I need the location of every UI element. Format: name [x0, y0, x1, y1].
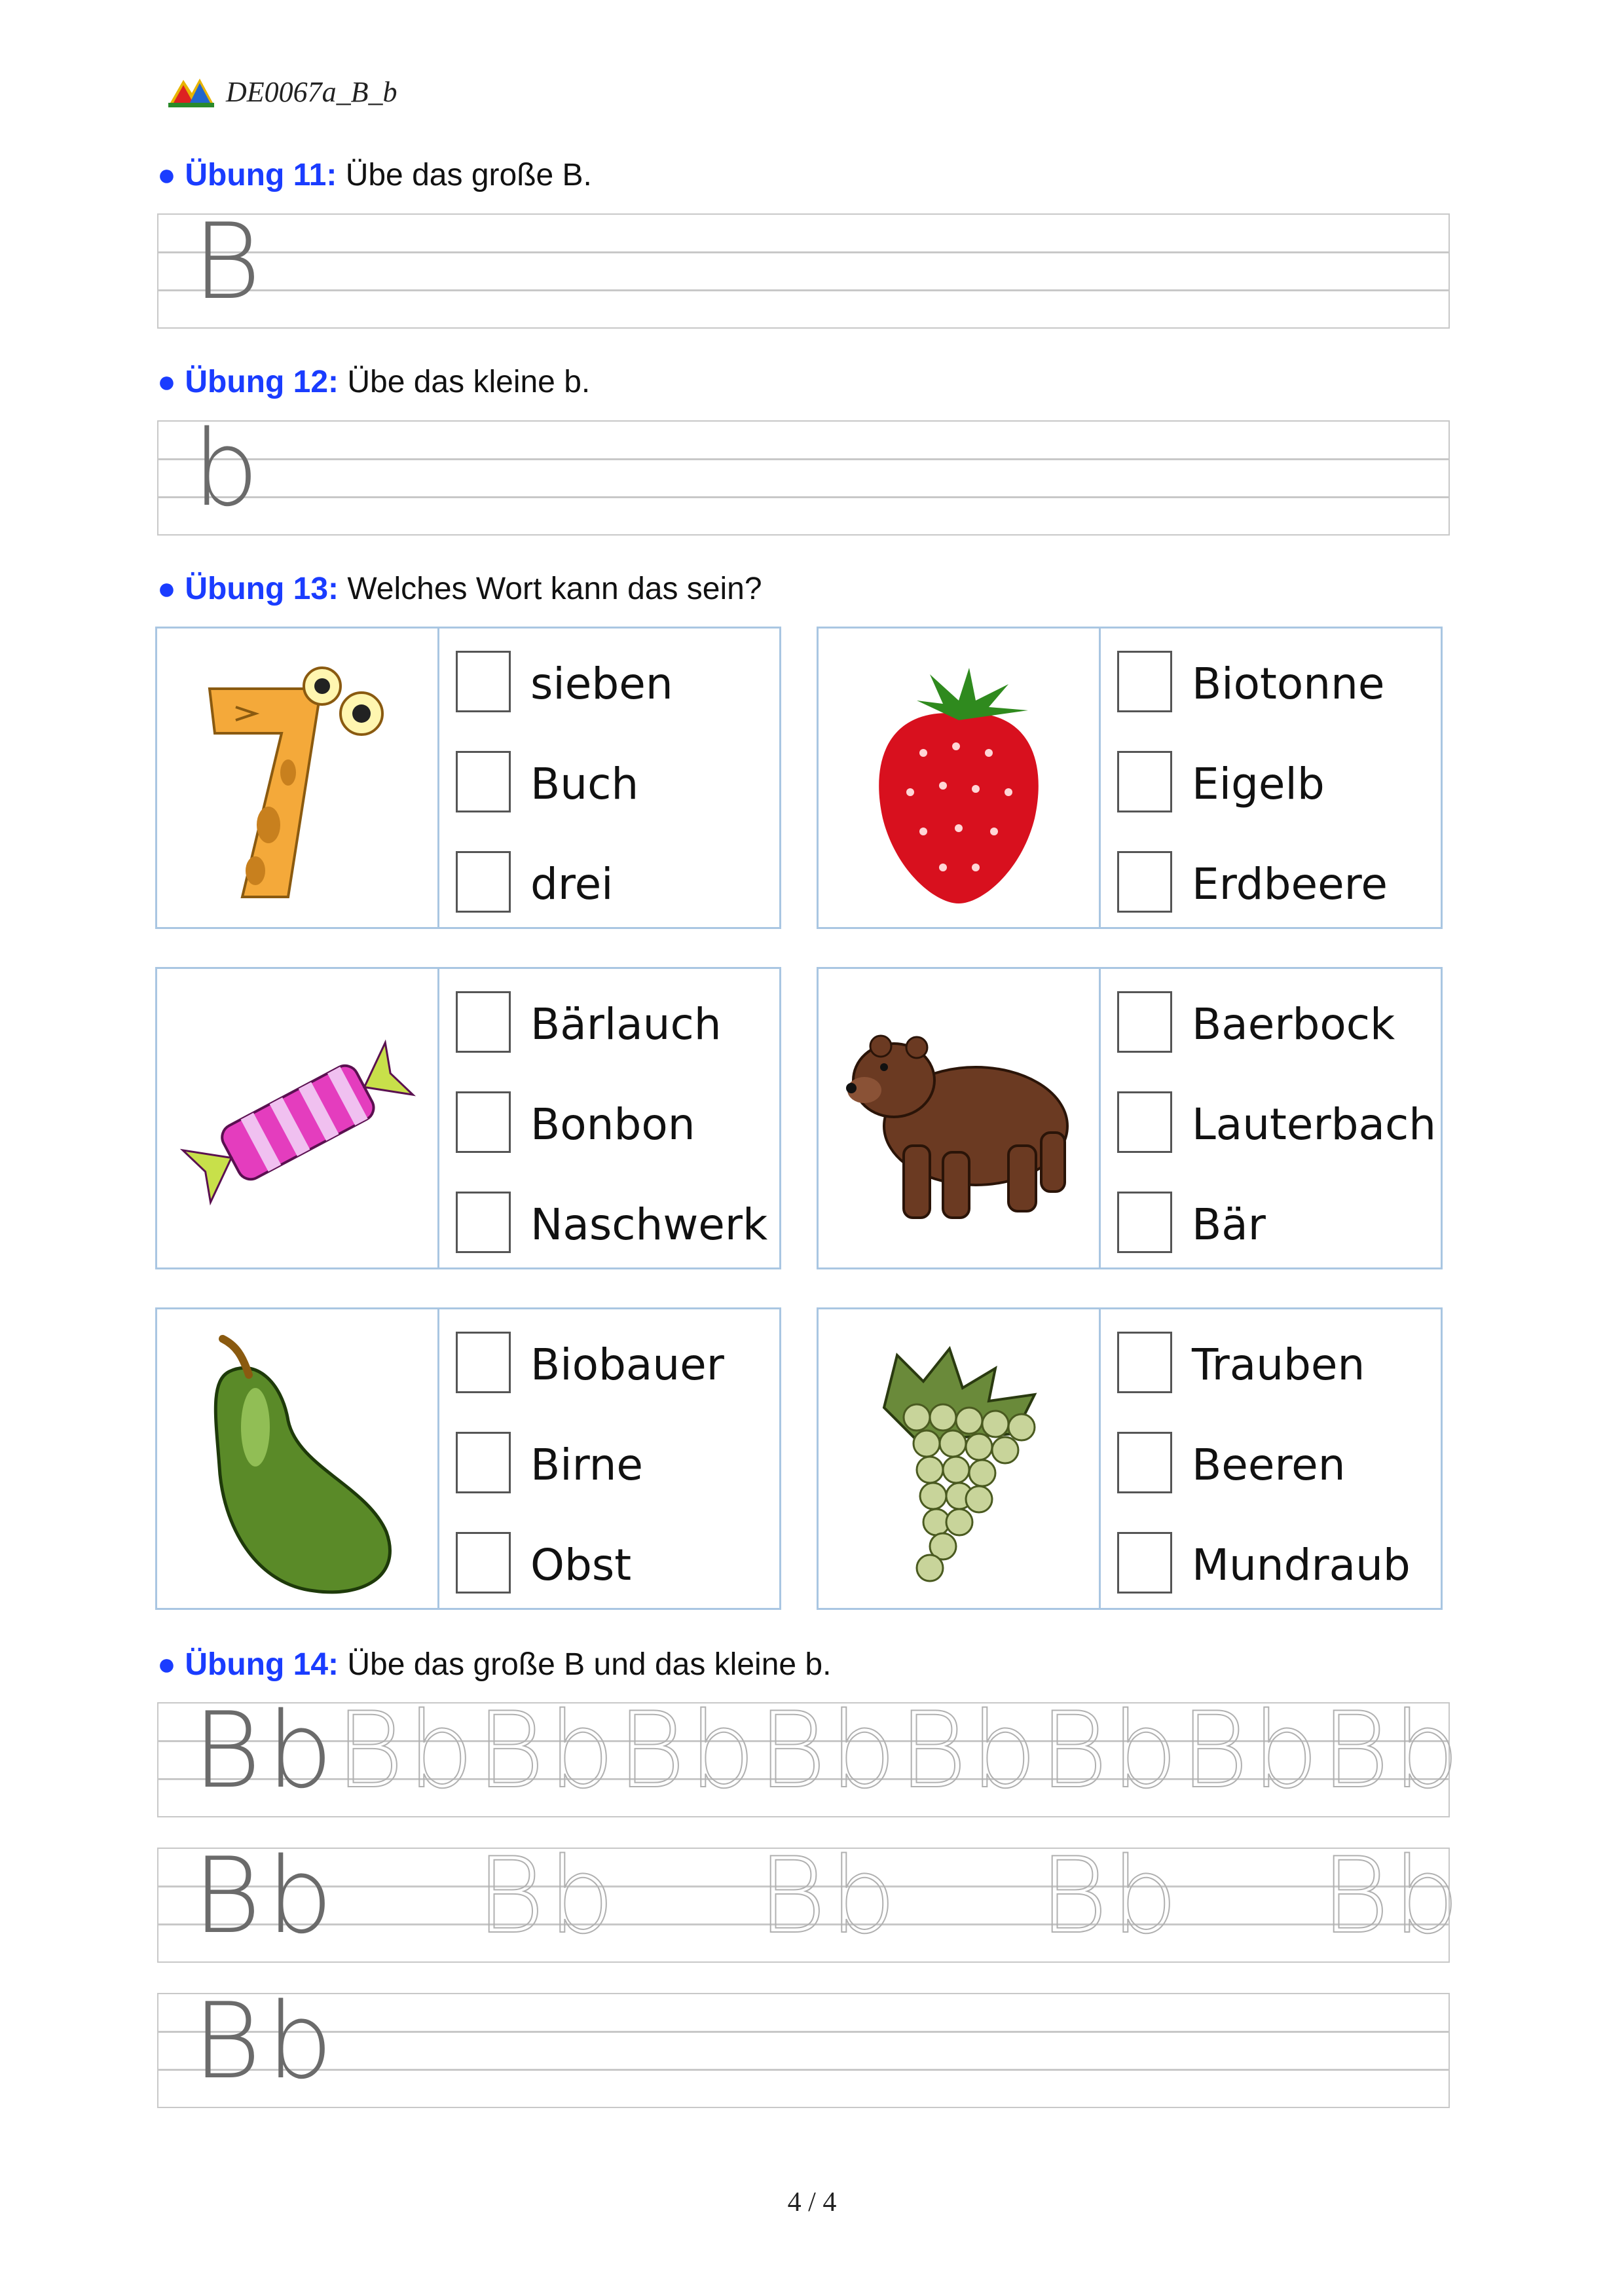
answer-option[interactable] [1117, 989, 1431, 1054]
exercise-13-heading [157, 571, 762, 607]
answer-option[interactable] [1117, 1429, 1431, 1495]
exercise-label: Übung 11: [185, 158, 337, 192]
tracing-row-dense[interactable] [157, 1689, 1460, 1817]
option-word: Obst [530, 1540, 632, 1590]
bear-icon [819, 969, 1099, 1267]
checkbox[interactable] [456, 1432, 511, 1493]
tracing-letter: b [830, 1689, 896, 1812]
bullet-icon: ● [157, 1647, 176, 1682]
model-letter: B [193, 1834, 261, 1957]
model-letter: b [267, 1834, 333, 1957]
tracing-letter: B [1180, 1689, 1249, 1812]
word-card [817, 1307, 1443, 1610]
option-word: Beeren [1192, 1440, 1346, 1490]
candy-icon [157, 969, 437, 1267]
checkbox[interactable] [1117, 751, 1172, 812]
checkbox[interactable] [1117, 651, 1172, 712]
answer-option[interactable] [456, 1429, 770, 1495]
tracing-letter: b [548, 1834, 615, 1957]
checkbox[interactable] [456, 1332, 511, 1393]
model-letter: b [193, 407, 259, 530]
tracing-letter: B [335, 1689, 404, 1812]
answer-option[interactable] [1117, 648, 1431, 714]
tracing-letter: b [830, 1834, 896, 1957]
answer-option[interactable] [1117, 1329, 1431, 1394]
checkbox[interactable] [1117, 1532, 1172, 1594]
checkbox[interactable] [456, 1192, 511, 1253]
option-word: Buch [530, 759, 639, 809]
answer-option[interactable] [456, 748, 770, 814]
writing-lines-upper-b[interactable] [157, 200, 1450, 329]
option-word: Biotonne [1192, 659, 1385, 709]
grapes-icon [819, 1309, 1099, 1608]
tracing-letter: B [898, 1689, 967, 1812]
option-word: Mundraub [1192, 1540, 1411, 1590]
strawberry-icon [819, 629, 1099, 927]
tracing-letter: b [970, 1689, 1037, 1812]
option-word: Biobauer [530, 1339, 724, 1390]
exercise-instruction: Übe das große B. [337, 158, 592, 192]
tracing-letter: b [1393, 1689, 1460, 1812]
tracing-letter: B [1321, 1689, 1390, 1812]
pear-icon [157, 1309, 437, 1608]
checkbox[interactable] [456, 991, 511, 1053]
option-word: Birne [530, 1440, 644, 1490]
tracing-letter: b [1252, 1689, 1319, 1812]
checkbox[interactable] [1117, 1091, 1172, 1153]
logo-icon [167, 73, 216, 109]
option-word: Bärlauch [530, 999, 722, 1049]
model-letter: B [193, 200, 261, 323]
tracing-letter: b [548, 1689, 615, 1812]
checkbox[interactable] [456, 851, 511, 913]
answer-option[interactable] [1117, 748, 1431, 814]
bullet-icon: ● [157, 158, 176, 192]
answer-option[interactable] [1117, 1089, 1437, 1154]
tracing-letter: b [689, 1689, 756, 1812]
tracing-letter: b [1393, 1834, 1460, 1957]
checkbox[interactable] [1117, 851, 1172, 913]
tracing-letter: B [758, 1689, 826, 1812]
answer-option[interactable] [456, 1189, 770, 1254]
tracing-letter: B [476, 1834, 545, 1957]
option-word: Lauterbach [1192, 1099, 1437, 1150]
checkbox[interactable] [456, 651, 511, 712]
answer-option[interactable] [456, 648, 770, 714]
answer-option[interactable] [1117, 848, 1431, 914]
exercise-instruction: Übe das kleine b. [339, 365, 591, 399]
page-number: 4 / 4 [787, 2187, 837, 2217]
tracing-letter: b [1111, 1689, 1178, 1812]
option-word: Bär [1192, 1199, 1266, 1250]
option-word: drei [530, 859, 614, 909]
checkbox[interactable] [1117, 1192, 1172, 1253]
option-word: Naschwerk [530, 1199, 768, 1250]
word-card [155, 1307, 781, 1610]
exercise-11-heading [157, 157, 592, 193]
word-card [817, 627, 1443, 929]
seven-giraffe-icon [157, 629, 437, 927]
model-letter: b [267, 1980, 333, 2102]
tracing-row-spaced[interactable] [157, 1834, 1460, 1963]
exercise-instruction: Übe das große B und das kleine b. [339, 1647, 832, 1682]
checkbox[interactable] [456, 751, 511, 812]
tracing-letter: b [1111, 1834, 1178, 1957]
option-word: sieben [530, 659, 673, 709]
tracing-letter: B [1039, 1689, 1108, 1812]
tracing-letter: B [1321, 1834, 1390, 1957]
word-card [155, 627, 781, 929]
checkbox[interactable] [456, 1532, 511, 1594]
exercise-label: Übung 13: [185, 572, 339, 606]
answer-option[interactable] [456, 848, 770, 914]
answer-option[interactable] [456, 1529, 770, 1595]
option-word: Erdbeere [1192, 859, 1388, 909]
model-letter: B [193, 1689, 261, 1812]
model-letter: B [193, 1980, 261, 2102]
word-card [155, 967, 781, 1269]
answer-option[interactable] [1117, 1529, 1431, 1595]
checkbox[interactable] [456, 1091, 511, 1153]
tracing-letter: b [407, 1689, 474, 1812]
exercise-14-heading [157, 1647, 831, 1683]
exercise-label: Übung 14: [185, 1647, 339, 1682]
answer-option[interactable] [456, 1089, 770, 1154]
answer-option[interactable] [1117, 1189, 1431, 1254]
exercise-label: Übung 12: [185, 365, 339, 399]
exercise-instruction: Welches Wort kann das sein? [339, 572, 762, 606]
option-word: Trauben [1192, 1339, 1365, 1390]
option-word: Bonbon [530, 1099, 695, 1150]
document-id: DE0067a_B_b [226, 76, 397, 108]
tracing-letter: B [1039, 1834, 1108, 1957]
word-card [817, 967, 1443, 1269]
tracing-letter: B [758, 1834, 826, 1957]
answer-option[interactable] [456, 989, 770, 1054]
writing-row-free[interactable] [157, 1980, 1450, 2108]
option-word: Eigelb [1192, 759, 1325, 809]
checkbox[interactable] [1117, 1432, 1172, 1493]
writing-lines-lower-b[interactable] [157, 407, 1450, 536]
exercise-12-heading [157, 364, 590, 400]
bullet-icon: ● [157, 572, 176, 606]
checkbox[interactable] [1117, 991, 1172, 1053]
tracing-letter: B [617, 1689, 686, 1812]
tracing-letter: B [476, 1689, 545, 1812]
checkbox[interactable] [1117, 1332, 1172, 1393]
answer-option[interactable] [456, 1329, 770, 1394]
model-letter: b [267, 1689, 333, 1812]
option-word: Baerbock [1192, 999, 1395, 1049]
bullet-icon: ● [157, 365, 176, 399]
